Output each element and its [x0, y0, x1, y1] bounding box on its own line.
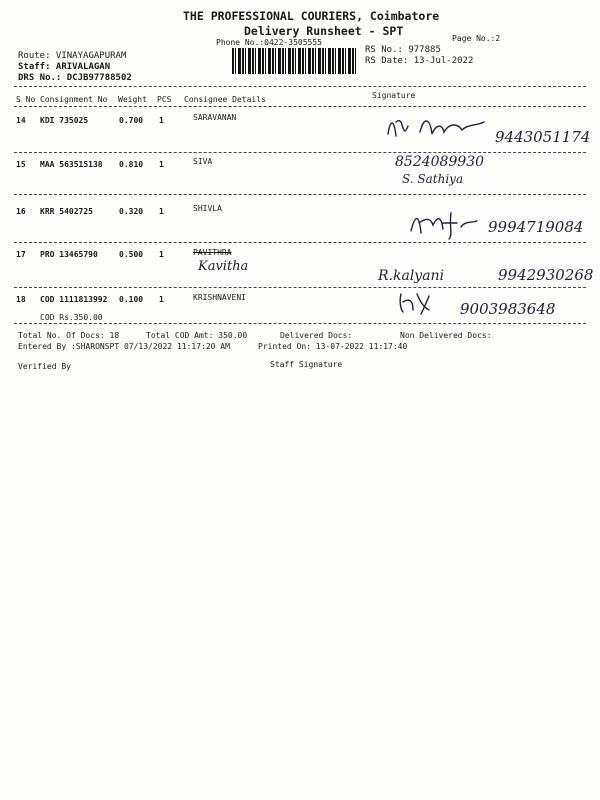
- column-consignment: Consignment No: [40, 95, 108, 104]
- row-weight: 0.320: [119, 207, 144, 216]
- row-consignee: SIVA: [193, 157, 213, 166]
- divider: [14, 194, 586, 195]
- row-sno: 14: [16, 116, 26, 125]
- row-consignment: MAA 563515138: [40, 160, 103, 169]
- row-weight: 0.500: [119, 250, 144, 259]
- page-number: Page No.:2: [452, 34, 501, 43]
- divider: [14, 287, 586, 288]
- divider: [14, 106, 586, 107]
- handwritten-consignee: Kavitha: [198, 259, 249, 274]
- handwritten-phone: 9003983648: [460, 300, 556, 318]
- cod-amount: COD Rs.350.00: [40, 313, 103, 322]
- row-weight: 0.100: [119, 295, 144, 304]
- verified-by: Verified By: [18, 362, 71, 371]
- row-consignment: KDI 735025: [40, 116, 89, 125]
- route: Route: VINAYAGAPURAM: [18, 51, 127, 61]
- row-sno: 18: [16, 295, 26, 304]
- signature-row-18: [395, 286, 455, 316]
- column-signature: Signature: [372, 91, 416, 100]
- handwritten-name: S. Sathiya: [402, 172, 464, 186]
- handwritten-phone: 9443051174: [495, 128, 591, 146]
- non-delivered-docs: Non Delivered Docs:: [400, 331, 492, 340]
- signature-row-16: [405, 205, 485, 241]
- divider: [14, 86, 586, 87]
- rs-number: RS No.: 977885: [365, 45, 441, 55]
- column-weight: Weight: [118, 95, 147, 104]
- row-pcs: 1: [159, 250, 164, 259]
- row-pcs: 1: [159, 160, 164, 169]
- divider: [14, 152, 586, 153]
- drs-number: DRS No.: DCJB97788502: [18, 73, 132, 83]
- handwritten-name: R.kalyani: [378, 268, 445, 284]
- column-sno: S No: [16, 95, 36, 104]
- row-consignee: SARAVANAN: [193, 113, 237, 122]
- row-sno: 17: [16, 250, 26, 259]
- row-consignment: COD 1111813992: [40, 295, 108, 304]
- entered-by: Entered By :SHARONSPT 07/13/2022 11:17:20 AM: [18, 342, 230, 351]
- column-pcs: PCS: [157, 95, 172, 104]
- divider: [14, 323, 586, 324]
- row-weight: 0.700: [119, 116, 144, 125]
- signature-row-14: [380, 112, 500, 146]
- row-pcs: 1: [159, 116, 164, 125]
- handwritten-phone: 9994719084: [488, 218, 584, 236]
- handwritten-phone: 8524089930: [395, 154, 485, 170]
- row-consignee: SHIVLA: [193, 204, 222, 213]
- row-consignee: KRISHNAVENI: [193, 293, 246, 302]
- row-sno: 16: [16, 207, 26, 216]
- document-title: THE PROFESSIONAL COURIERS, Coimbatore: [183, 9, 440, 23]
- delivered-docs: Delivered Docs:: [280, 331, 353, 340]
- phone-number: Phone No.:0422-3505555: [216, 38, 322, 47]
- row-consignee-struck: PAVITHRA: [193, 248, 232, 257]
- staff-signature: Staff Signature: [270, 360, 343, 369]
- row-pcs: 1: [159, 295, 164, 304]
- row-pcs: 1: [159, 207, 164, 216]
- handwritten-phone: 9942930268: [498, 266, 594, 284]
- divider: [14, 242, 586, 243]
- row-weight: 0.810: [119, 160, 144, 169]
- barcode: [232, 48, 358, 74]
- printed-on: Printed On: 13-07-2022 11:17:40: [258, 342, 408, 351]
- column-consignee: Consignee Details: [184, 95, 266, 104]
- document-subtitle: Delivery Runsheet - SPT: [244, 24, 404, 38]
- row-consignment: PRO 13465790: [40, 250, 98, 259]
- row-sno: 15: [16, 160, 26, 169]
- row-consignment: KRR 5402725: [40, 207, 93, 216]
- total-docs: Total No. Of Docs: 18: [18, 331, 120, 340]
- total-cod-amount: Total COD Amt: 350.00: [146, 331, 248, 340]
- rs-date: RS Date: 13-Jul-2022: [365, 56, 474, 66]
- staff: Staff: ARIVALAGAN: [18, 62, 111, 72]
